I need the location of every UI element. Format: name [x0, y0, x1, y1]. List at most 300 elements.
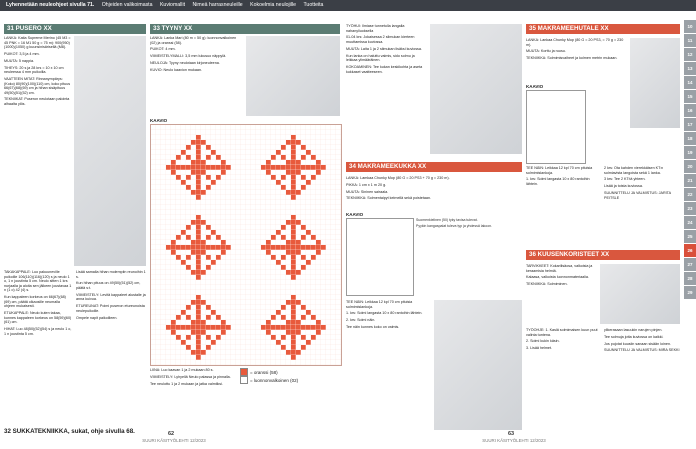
chart-cell — [151, 280, 156, 285]
chart-cell — [256, 350, 261, 355]
chart-cell — [186, 265, 191, 270]
chart-cell — [216, 285, 221, 290]
chart-cell — [161, 315, 166, 320]
chart-cell — [261, 230, 266, 235]
chart-cell — [296, 230, 301, 235]
chart-cell — [201, 135, 206, 140]
page-tab[interactable]: 22 — [684, 188, 696, 201]
chart-cell — [331, 265, 336, 270]
chart-cell — [221, 285, 226, 290]
topbar-crumb[interactable]: Tuotteita — [303, 2, 324, 8]
chart-cell — [286, 185, 291, 190]
chart-cell — [236, 230, 241, 235]
chart-cell — [196, 270, 201, 275]
chart-cell — [186, 345, 191, 350]
paragraph: PIKKA: 1 cm x 1 m 20 g. — [346, 182, 387, 187]
chart-cell — [281, 170, 286, 175]
chart-cell — [301, 205, 306, 210]
chart-cell — [321, 290, 326, 295]
chart-cell — [281, 180, 286, 185]
topbar-crumb[interactable]: Kuviomallit — [159, 2, 186, 8]
chart-cell — [231, 200, 236, 205]
chart-cell — [266, 310, 271, 315]
chart-cell — [241, 140, 246, 145]
chart-cell — [166, 190, 171, 195]
chart-cell — [206, 220, 211, 225]
chart-cell — [311, 305, 316, 310]
chart-cell — [316, 310, 321, 315]
chart-cell — [231, 330, 236, 335]
chart-cell — [271, 280, 276, 285]
chart-cell — [206, 140, 211, 145]
chart-cell — [241, 290, 246, 295]
chart-cell — [281, 325, 286, 330]
chart-cell — [271, 320, 276, 325]
chart-cell — [311, 235, 316, 240]
chart-cell — [286, 345, 291, 350]
page-tab[interactable]: 13 — [684, 62, 696, 75]
chart-cell — [156, 135, 161, 140]
chart-cell — [266, 360, 271, 365]
chart-cell — [176, 250, 181, 255]
chart-cell — [201, 265, 206, 270]
chart-cell — [226, 310, 231, 315]
chart-cell — [336, 315, 341, 320]
chart-cell — [261, 350, 266, 355]
chart-cell — [251, 230, 256, 235]
chart-cell — [256, 295, 261, 300]
chart-cell — [186, 130, 191, 135]
page-tab[interactable]: 15 — [684, 90, 696, 103]
chart-cell — [291, 130, 296, 135]
chart-cell — [326, 165, 331, 170]
chart-cell — [181, 360, 186, 365]
chart-cell — [291, 250, 296, 255]
chart-cell — [326, 270, 331, 275]
chart-cell — [266, 155, 271, 160]
chart-cell — [286, 175, 291, 180]
chart-cell — [286, 235, 291, 240]
chart-cell — [201, 205, 206, 210]
section-36-intro — [526, 264, 596, 310]
page-tab[interactable]: 24 — [684, 216, 696, 229]
chart-cell — [271, 275, 276, 280]
chart-cell — [261, 185, 266, 190]
chart-cell — [211, 150, 216, 155]
chart-cell — [206, 285, 211, 290]
chart-cell — [241, 125, 246, 130]
chart-cell — [331, 305, 336, 310]
chart-cell — [326, 135, 331, 140]
chart-cell — [191, 280, 196, 285]
chart-cell — [156, 160, 161, 165]
chart-cell — [296, 155, 301, 160]
chart-cell — [321, 130, 326, 135]
chart-cell — [271, 130, 276, 135]
page-tab[interactable]: 20 — [684, 160, 696, 173]
chart-cell — [166, 330, 171, 335]
chart-cell — [191, 125, 196, 130]
chart-cell — [201, 195, 206, 200]
chart-cell — [161, 330, 166, 335]
topbar-crumb[interactable]: Nimeä harrasneuleille — [192, 2, 243, 8]
chart-cell — [216, 125, 221, 130]
chart-cell — [166, 350, 171, 355]
chart-cell — [291, 265, 296, 270]
chart-cell — [236, 140, 241, 145]
chart-cell — [331, 290, 336, 295]
page-tab[interactable]: 27 — [684, 258, 696, 271]
chart-cell — [176, 245, 181, 250]
chart-cell — [271, 150, 276, 155]
chart-cell — [171, 225, 176, 230]
chart-cell — [276, 260, 281, 265]
chart-cell — [226, 200, 231, 205]
chart-cell — [281, 205, 286, 210]
chart-cell — [311, 240, 316, 245]
chart-cell — [151, 145, 156, 150]
chart-cell — [331, 320, 336, 325]
chart-cell — [241, 215, 246, 220]
chart-cell — [246, 285, 251, 290]
chart-cell — [331, 310, 336, 315]
chart-cell — [261, 135, 266, 140]
chart-cell — [226, 180, 231, 185]
chart-cell — [161, 190, 166, 195]
chart-cell — [241, 170, 246, 175]
chart-cell — [306, 140, 311, 145]
chart-cell — [236, 260, 241, 265]
chart-cell — [231, 145, 236, 150]
chart-cell — [166, 160, 171, 165]
chart-cell — [156, 270, 161, 275]
chart-cell — [266, 330, 271, 335]
chart-cell — [176, 195, 181, 200]
chart-cell — [216, 295, 221, 300]
chart-cell — [196, 190, 201, 195]
chart-cell — [286, 270, 291, 275]
chart-cell — [196, 235, 201, 240]
chart-cell — [311, 130, 316, 135]
chart-cell — [256, 300, 261, 305]
chart-cell — [176, 240, 181, 245]
chart-cell — [176, 330, 181, 335]
chart-cell — [266, 305, 271, 310]
chart-cell — [251, 125, 256, 130]
chart-cell — [251, 275, 256, 280]
chart-cell — [236, 170, 241, 175]
chart-cell — [276, 170, 281, 175]
chart-cell — [311, 145, 316, 150]
chart-cell — [176, 340, 181, 345]
chart-cell — [241, 195, 246, 200]
chart-cell — [236, 180, 241, 185]
chart-cell — [211, 280, 216, 285]
chart-cell — [246, 190, 251, 195]
chart-cell — [256, 165, 261, 170]
chart-cell — [181, 300, 186, 305]
chart-cell — [206, 145, 211, 150]
chart-cell — [186, 205, 191, 210]
chart-cell — [191, 325, 196, 330]
chart-cell — [161, 220, 166, 225]
chart-cell — [326, 320, 331, 325]
page-tab[interactable]: 12 — [684, 48, 696, 61]
chart-cell — [161, 310, 166, 315]
chart-cell — [166, 280, 171, 285]
chart-cell — [256, 325, 261, 330]
chart-cell — [206, 310, 211, 315]
page-tab[interactable]: 10 — [684, 20, 696, 33]
chart-cell — [276, 265, 281, 270]
chart-cell — [316, 160, 321, 165]
chart-cell — [291, 245, 296, 250]
chart-cell — [211, 125, 216, 130]
chart-cell — [301, 355, 306, 360]
chart-cell — [306, 285, 311, 290]
chart-cell — [271, 330, 276, 335]
chart-cell — [256, 240, 261, 245]
chart-cell — [186, 335, 191, 340]
chart-cell — [296, 145, 301, 150]
chart-cell — [211, 290, 216, 295]
chart-cell — [301, 185, 306, 190]
chart-cell — [271, 250, 276, 255]
chart-cell — [216, 155, 221, 160]
chart-cell — [196, 195, 201, 200]
chart-cell — [251, 305, 256, 310]
chart-cell — [171, 290, 176, 295]
chart-cell — [311, 265, 316, 270]
paragraph: TYÖOHJE: 1. Kaslä solmimaisen kuun puut valinta tuntena. — [526, 328, 598, 337]
chart-cell — [216, 160, 221, 165]
chart-cell — [236, 330, 241, 335]
chart-cell — [306, 125, 311, 130]
chart-cell — [241, 360, 246, 365]
chart-cell — [231, 285, 236, 290]
chart-cell — [231, 135, 236, 140]
chart-cell — [161, 150, 166, 155]
chart-cell — [201, 230, 206, 235]
chart-cell — [221, 205, 226, 210]
chart-cell — [321, 340, 326, 345]
chart-cell — [321, 150, 326, 155]
chart-cell — [301, 280, 306, 285]
chart-cell — [266, 185, 271, 190]
paragraph: NEULOJA: Tyyny neulotaan kirjoneuleena. — [150, 60, 220, 65]
chart-cell — [321, 265, 326, 270]
chart-cell — [316, 250, 321, 255]
chart-cell — [276, 185, 281, 190]
chart-cell — [256, 270, 261, 275]
chart-cell — [231, 270, 236, 275]
page-tab[interactable]: 23 — [684, 202, 696, 215]
chart-cell — [271, 145, 276, 150]
paragraph: MUUTA: Sininen sairaala. — [346, 189, 389, 194]
chart-cell — [276, 230, 281, 235]
chart-cell — [176, 170, 181, 175]
chart-cell — [236, 200, 241, 205]
chart-cell — [301, 350, 306, 355]
chart-cell — [256, 310, 261, 315]
chart-cell — [156, 175, 161, 180]
chart-cell — [326, 250, 331, 255]
chart-cell — [231, 290, 236, 295]
chart-cell — [261, 250, 266, 255]
chart-cell — [181, 140, 186, 145]
chart-cell — [226, 225, 231, 230]
chart-cell — [156, 335, 161, 340]
chart-cell — [216, 195, 221, 200]
chart-cell — [176, 125, 181, 130]
chart-cell — [311, 255, 316, 260]
page-tab[interactable]: 14 — [684, 76, 696, 89]
chart-cell — [201, 210, 206, 215]
chart-cell — [186, 180, 191, 185]
page-tab[interactable]: 21 — [684, 174, 696, 187]
chart-cell — [236, 315, 241, 320]
chart-cell — [166, 145, 171, 150]
chart-cell — [231, 305, 236, 310]
chart-cell — [241, 310, 246, 315]
chart-cell — [186, 295, 191, 300]
chart-cell — [276, 205, 281, 210]
chart-cell — [291, 340, 296, 345]
chart-cell — [231, 170, 236, 175]
chart-cell — [156, 190, 161, 195]
chart-cell — [221, 265, 226, 270]
chart-cell — [336, 250, 341, 255]
chart-cell — [271, 190, 276, 195]
chart-cell — [296, 170, 301, 175]
chart-cell — [156, 250, 161, 255]
chart-cell — [256, 330, 261, 335]
chart-cell — [291, 220, 296, 225]
chart-cell — [271, 315, 276, 320]
chart-cell — [151, 250, 156, 255]
chart-cell — [216, 270, 221, 275]
chart-cell — [211, 230, 216, 235]
chart-cell — [191, 205, 196, 210]
chart-cell — [156, 155, 161, 160]
chart-cell — [201, 250, 206, 255]
chart-cell — [216, 275, 221, 280]
chart-cell — [186, 185, 191, 190]
chart-cell — [266, 355, 271, 360]
chart-cell — [321, 210, 326, 215]
chart-cell — [246, 215, 251, 220]
chart-cell — [191, 160, 196, 165]
chart-cell — [331, 175, 336, 180]
page-tab[interactable]: 28 — [684, 272, 696, 285]
chart-cell — [216, 330, 221, 335]
chart-cell — [251, 135, 256, 140]
chart-cell — [231, 155, 236, 160]
chart-cell — [241, 300, 246, 305]
chart-cell — [236, 350, 241, 355]
chart-cell — [306, 360, 311, 365]
chart-cell — [166, 325, 171, 330]
chart-cell — [306, 320, 311, 325]
chart-cell — [241, 220, 246, 225]
chart-cell — [281, 340, 286, 345]
chart-cell — [226, 260, 231, 265]
chart-cell — [276, 295, 281, 300]
chart-cell — [271, 345, 276, 350]
chart-cell — [151, 305, 156, 310]
chart-cell — [176, 255, 181, 260]
page-tab[interactable]: 11 — [684, 34, 696, 47]
page-tab[interactable]: 26 — [684, 244, 696, 257]
chart-cell — [336, 140, 341, 145]
chart-cell — [251, 145, 256, 150]
chart-cell — [161, 340, 166, 345]
chart-cell — [306, 250, 311, 255]
chart-cell — [151, 225, 156, 230]
chart-cell — [241, 210, 246, 215]
chart-cell — [236, 250, 241, 255]
chart-cell — [156, 185, 161, 190]
chart-cell — [171, 305, 176, 310]
chart-cell — [161, 280, 166, 285]
chart-cell — [276, 215, 281, 220]
chart-cell — [236, 280, 241, 285]
chart-cell — [176, 215, 181, 220]
chart-cell — [281, 320, 286, 325]
macrame-flower-photo — [430, 24, 522, 154]
chart-cell — [191, 285, 196, 290]
chart-cell — [151, 335, 156, 340]
chart-cell — [161, 355, 166, 360]
chart-cell — [221, 155, 226, 160]
topbar-crumb[interactable]: Kokoelmia neulojille — [250, 2, 296, 8]
page-tab[interactable]: 25 — [684, 230, 696, 243]
chart-cell — [286, 295, 291, 300]
chart-cell — [306, 160, 311, 165]
page-tab[interactable]: 29 — [684, 286, 696, 299]
chart-cell — [226, 305, 231, 310]
chart-cell — [276, 210, 281, 215]
chart-cell — [286, 140, 291, 145]
chart-cell — [321, 155, 326, 160]
chart-cell — [206, 250, 211, 255]
chart-cell — [186, 150, 191, 155]
chart-cell — [211, 285, 216, 290]
chart-cell — [156, 225, 161, 230]
chart-cell — [171, 330, 176, 335]
chart-cell — [316, 225, 321, 230]
chart-cell — [261, 280, 266, 285]
chart-cell — [256, 245, 261, 250]
page-tab[interactable]: 17 — [684, 118, 696, 131]
chart-cell — [211, 295, 216, 300]
chart-cell — [306, 175, 311, 180]
chart-cell — [316, 325, 321, 330]
chart-cell — [221, 310, 226, 315]
chart-cell — [326, 150, 331, 155]
page-tab[interactable]: 16 — [684, 104, 696, 117]
chart-cell — [216, 310, 221, 315]
chart-cell — [266, 340, 271, 345]
page-tab[interactable]: 18 — [684, 132, 696, 145]
chart-cell — [306, 135, 311, 140]
chart-cell — [191, 265, 196, 270]
chart-cell — [321, 295, 326, 300]
chart-cell — [266, 275, 271, 280]
chart-cell — [236, 285, 241, 290]
topbar-crumb[interactable]: Ohjeiden valikoimasta — [101, 2, 153, 8]
page-tab[interactable]: 19 — [684, 146, 696, 159]
